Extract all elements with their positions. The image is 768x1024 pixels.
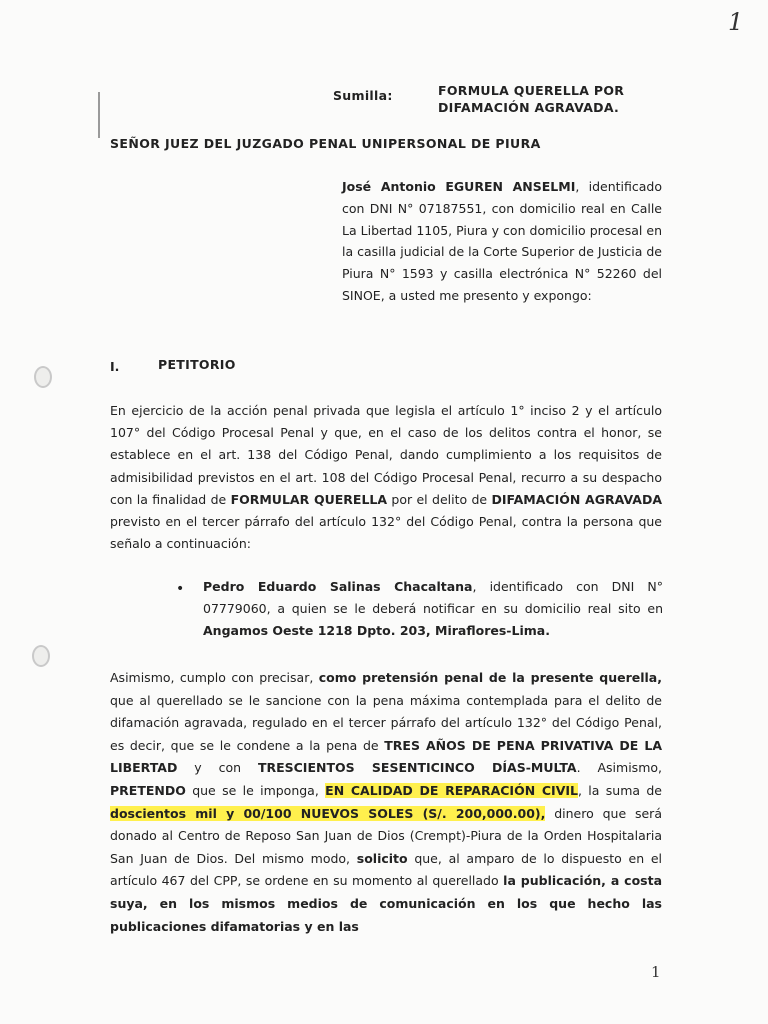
- para1-text-3: previsto en el tercer párrafo del artículo 132° del Código Penal, contra la persona que señalo a continuación:: [110, 514, 662, 552]
- para1-bold-difamacion: DIFAMACIÓN AGRAVADA: [491, 491, 662, 507]
- para2-bold-dias-multa: TRESCIENTOS SESENTICINCO DÍAS-MULTA: [257, 760, 577, 776]
- petitorio-paragraph: [110, 400, 662, 555]
- sumilla-line-2: DIFAMACIÓN AGRAVADA.: [438, 100, 620, 115]
- scan-mark-left: [98, 92, 100, 138]
- section-title: PETITORIO: [158, 357, 236, 372]
- defendant-name: Pedro Eduardo Salinas Chacaltana: [203, 579, 473, 594]
- defendant-bullet: [203, 576, 663, 643]
- para2-text-8: que, al amparo de lo dispuesto en el artículo 467 del CPP, se ordene en su momento al querellado: [110, 850, 662, 889]
- identification-paragraph: [342, 176, 662, 307]
- bullet-symbol: •: [176, 581, 185, 597]
- para2-text-7: dinero que será donado al Centro de Reposo San Juan de Dios (Crempt)-Piura de la Orden Hospitalaria San Juan de Dios. Del mismo modo,: [110, 805, 662, 866]
- para2-text-5: que se le imponga,: [185, 782, 326, 798]
- para2-text-4: . Asimismo,: [576, 760, 662, 776]
- handwritten-page-number: 1: [728, 8, 744, 36]
- punch-hole-top: [34, 366, 52, 388]
- para2-bold-pena: TRES AÑOS DE PENA PRIVATIVA DE LA LIBERTAD: [110, 737, 662, 776]
- para2-text-2: que al querellado se le sancione con la pena máxima contemplada para el delito de difamación agravada, regulado en el tercer párrafo del artículo 132° del Código Penal, es decir, que se le condene a la pena de: [110, 692, 662, 753]
- sumilla-label: Sumilla:: [333, 88, 393, 103]
- para1-text-2: por el delito de: [387, 491, 492, 507]
- defendant-text: , identificado con DNI N° 07779060, a quien se le deberá notificar en su domicilio real sito en: [203, 579, 663, 617]
- para2-text-6: , la suma de: [577, 782, 662, 798]
- para1-text-1: En ejercicio de la acción penal privada que legisla el artículo 1° inciso 2 y el artículo 107° del Código Procesal Penal y que, en el caso de los delitos contra el honor, se establece en el art. 138 del Código Penal, dando cumplimiento a los requisitos de admisibilidad previstos en el art. 108 del Código Procesal Penal, recurro a su despacho con la finalidad de: [110, 403, 662, 507]
- para2-highlight-monto: doscientos mil y 00/100 NUEVOS SOLES (S/. 200,000.00),: [110, 805, 546, 821]
- pretension-paragraph: [110, 667, 662, 938]
- punch-hole-bottom: [32, 645, 50, 667]
- sumilla-text: [438, 82, 658, 116]
- para2-bold-publicacion: la publicación, a costa suya, en los mismos medios de comunicación en los que hecho las publicaciones difamatorias y en las: [110, 873, 663, 934]
- page-number: 1: [651, 963, 661, 981]
- section-number: I.: [110, 359, 120, 374]
- defendant-address: Angamos Oeste 1218 Dpto. 203, Miraflores-Lima.: [203, 623, 550, 639]
- para2-text-1: Asimismo, cumplo con precisar,: [110, 670, 319, 685]
- para2-text-3: y con: [177, 760, 258, 776]
- para2-highlight-reparacion: EN CALIDAD DE REPARACIÓN CIVIL: [325, 782, 578, 798]
- para2-bold-pretension: como pretensión penal de la presente querella,: [318, 670, 662, 685]
- complainant-name: José Antonio EGUREN ANSELMI: [342, 179, 576, 194]
- para2-bold-solicito: solicito: [356, 850, 408, 866]
- sumilla-line-1: FORMULA QUERELLA POR: [438, 83, 625, 98]
- para2-bold-pretendo: PRETENDO: [110, 782, 186, 798]
- identification-text: , identificado con DNI N° 07187551, con domicilio real en Calle La Libertad 1105, Piura y con domicilio procesal en la casilla judicial de la Corte Superior de Justicia de Piura N° 1593 y casilla electrónica N° 52260 del SINOE, a usted me presento y expongo:: [342, 179, 662, 303]
- para1-bold-formular-querella: FORMULAR QUERELLA: [230, 491, 388, 507]
- addressee-heading: SEÑOR JUEZ DEL JUZGADO PENAL UNIPERSONAL DE PIURA: [110, 136, 541, 151]
